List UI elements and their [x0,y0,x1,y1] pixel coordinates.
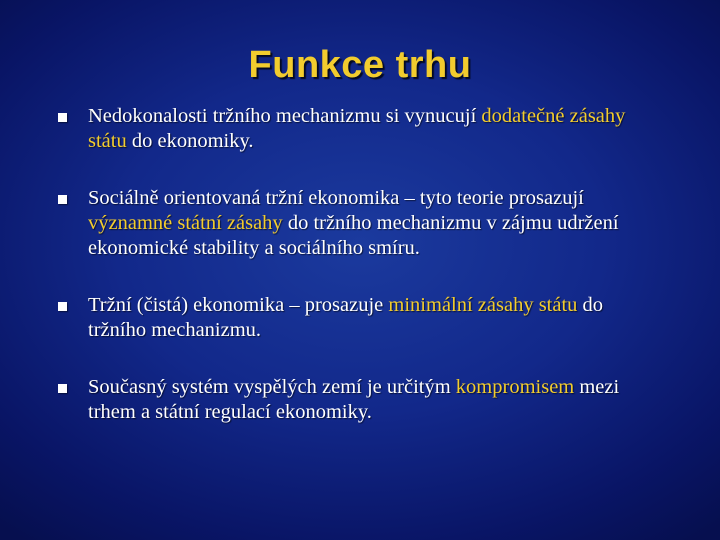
bullet-item [56,375,666,425]
bullet-highlight: dodatečné zásahy státu [88,105,626,152]
bullet-text: do ekonomiky. [126,130,254,152]
bullet-text: Nedokonalosti tržního mechanizmu si vynucují [88,105,482,127]
bullet-item [56,293,666,343]
bullet-highlight: minimální zásahy státu [388,294,578,316]
bullet-item [56,104,666,154]
bullet-text: Sociálně orientovaná tržní ekonomika – tyto teorie prosazují [88,187,584,209]
slide-title: Funkce trhu [248,44,472,86]
bullet-text: Tržní (čistá) ekonomika – prosazuje [88,294,389,316]
square-bullet-icon [58,302,67,311]
square-bullet-icon [58,384,67,393]
bullet-text: do tržního mechanizmu. [88,294,604,341]
bullet-text: Současný systém vyspělých zemí je určitým [88,376,456,398]
square-bullet-icon [58,195,67,204]
bullet-highlight: významné státní zásahy [88,212,283,234]
bullet-text: mezi trhem a státní regulací ekonomiky. [88,376,620,423]
bullet-item [56,186,666,261]
bullet-text: do tržního mechanizmu v zájmu udržení ekonomické stability a sociálního smíru. [88,212,619,259]
square-bullet-icon [58,113,67,122]
bullet-list [56,104,666,425]
bullet-highlight: kompromisem [455,376,575,398]
